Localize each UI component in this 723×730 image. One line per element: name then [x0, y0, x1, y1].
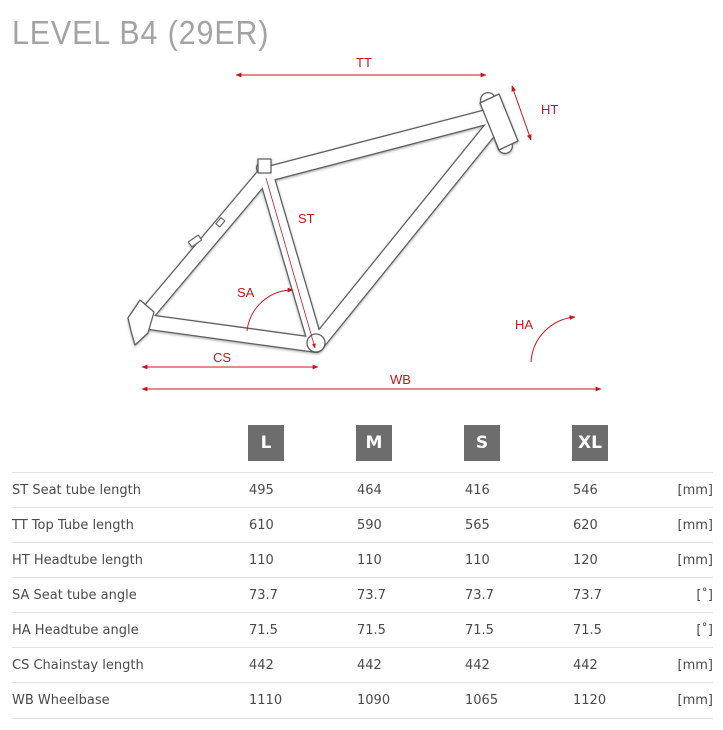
row-label: HA Headtube angle	[12, 623, 139, 638]
cell-value: 546	[573, 483, 598, 498]
cell-value: 73.7	[573, 588, 602, 603]
row-label: TT Top Tube length	[12, 518, 134, 533]
row-unit: [˚]	[696, 588, 713, 603]
cell-value: 71.5	[249, 623, 278, 638]
table-row	[12, 542, 713, 578]
cell-value: 416	[465, 483, 490, 498]
size-header-s: S	[464, 425, 500, 461]
row-label: SA Seat tube angle	[12, 588, 137, 603]
cell-value: 71.5	[465, 623, 494, 638]
cell-value: 590	[357, 518, 382, 533]
cell-value: 620	[573, 518, 598, 533]
frame-outline	[128, 94, 518, 352]
cell-value: 464	[357, 483, 382, 498]
cell-value: 442	[465, 658, 490, 673]
cell-value: 442	[573, 658, 598, 673]
table-row	[12, 472, 713, 508]
row-label: CS Chainstay length	[12, 658, 144, 673]
cell-value: 110	[465, 553, 490, 568]
size-header-m: M	[356, 425, 392, 461]
wb-label: WB	[390, 372, 411, 387]
cell-value: 71.5	[357, 623, 386, 638]
cs-label: CS	[213, 350, 232, 365]
table-row	[12, 647, 713, 683]
size-header-l: L	[248, 425, 284, 461]
cell-value: 442	[357, 658, 382, 673]
row-unit: [mm]	[677, 518, 713, 533]
table-row	[12, 507, 713, 543]
table-row	[12, 682, 713, 719]
row-label: ST Seat tube length	[12, 483, 141, 498]
row-unit: [mm]	[677, 693, 713, 708]
st-label: ST	[298, 211, 315, 226]
cell-value: 495	[249, 483, 274, 498]
cell-value: 565	[465, 518, 490, 533]
cell-value: 1065	[465, 693, 499, 708]
cell-value: 120	[573, 553, 598, 568]
cell-value: 73.7	[249, 588, 278, 603]
row-unit: [˚]	[696, 623, 713, 638]
ha-label: HA	[515, 317, 534, 332]
row-unit: [mm]	[677, 483, 713, 498]
row-label: WB Wheelbase	[12, 693, 110, 708]
cell-value: 442	[249, 658, 274, 673]
size-header-xl: XL	[572, 425, 608, 461]
table-row	[12, 612, 713, 648]
cell-value: 110	[249, 553, 274, 568]
row-unit: [mm]	[677, 553, 713, 568]
cell-value: 73.7	[357, 588, 386, 603]
row-unit: [mm]	[677, 658, 713, 673]
cell-value: 610	[249, 518, 274, 533]
ht-label: HT	[541, 102, 559, 117]
table-row	[12, 577, 713, 613]
cell-value: 73.7	[465, 588, 494, 603]
sa-label: SA	[237, 285, 255, 300]
cell-value: 1120	[573, 693, 607, 708]
tt-label: TT	[356, 55, 372, 70]
cell-value: 1110	[249, 693, 283, 708]
cell-value: 110	[357, 553, 382, 568]
cell-value: 71.5	[573, 623, 602, 638]
page-title: LEVEL B4 (29ER)	[12, 14, 270, 51]
row-label: HT Headtube length	[12, 553, 143, 568]
cell-value: 1090	[357, 693, 391, 708]
